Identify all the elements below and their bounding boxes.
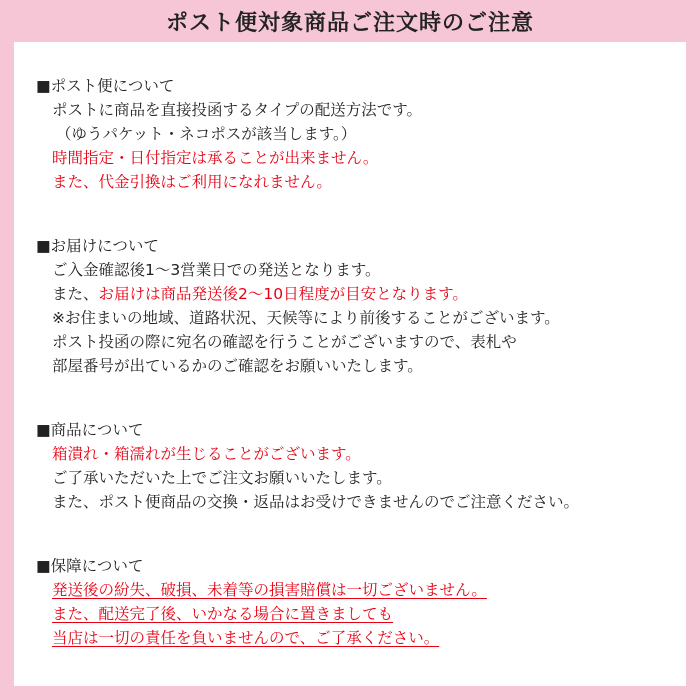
product-line-1: 箱潰れ・箱濡れが生じることがございます。: [52, 445, 361, 463]
warranty-line-2-text: また、配送完了後、いかなる場合に置きましても: [52, 605, 394, 623]
delivery-line-5: 部屋番号が出ているかのご確認をお願いいたします。: [52, 357, 423, 375]
post-line-4: また、代金引換はご利用になれません。: [52, 173, 332, 191]
section-heading-post: ■ポスト便について: [36, 77, 175, 95]
post-line-2: （ゆうパケット・ネコポスが該当します。）: [56, 125, 357, 143]
product-line-2: ご了承いただいた上でご注文お願いいたします。: [52, 469, 392, 487]
post-line-3: 時間指定・日付指定は承ることが出来ません。: [52, 149, 379, 167]
section-heading-delivery: ■お届けについて: [36, 237, 159, 255]
section-heading-product: ■商品について: [36, 421, 144, 439]
delivery-line-2-prefix: また、: [52, 285, 99, 303]
warranty-line-3: [36, 626, 666, 650]
delivery-line-2-alert: お届けは商品発送後2～10日程度が目安となります。: [98, 285, 468, 303]
section-delivery: [36, 234, 666, 378]
warranty-line-1-text: 発送後の紛失、破損、未着等の損害賠償は一切ございません。: [52, 581, 487, 599]
delivery-line-2: [36, 282, 666, 306]
post-line-1: ポストに商品を直接投函するタイプの配送方法です。: [52, 101, 422, 119]
product-line-3: また、ポスト便商品の交換・返品はお受けできませんのでご注意ください。: [52, 493, 580, 511]
section-product: [36, 418, 666, 514]
warranty-line-1: [36, 578, 666, 602]
section-heading-warranty: ■保障について: [36, 557, 144, 575]
delivery-line-1: ご入金確認後1～3営業日での発送となります。: [52, 261, 381, 279]
section-post: [36, 74, 666, 194]
page-title: ポスト便対象商品ご注文時のご注意: [165, 10, 534, 36]
warranty-line-2: [36, 602, 666, 626]
notice-content: [36, 74, 666, 650]
section-warranty: [36, 554, 666, 650]
delivery-line-4: ポスト投函の際に宛名の確認を行うことがございますので、表札や: [52, 333, 517, 351]
warranty-line-3-text: 当店は一切の責任を負いませんので、ご了承ください。: [52, 629, 440, 647]
delivery-line-3: ※お住まいの地域、道路状況、天候等により前後することがございます。: [52, 309, 560, 327]
title-banner: [0, 0, 700, 42]
